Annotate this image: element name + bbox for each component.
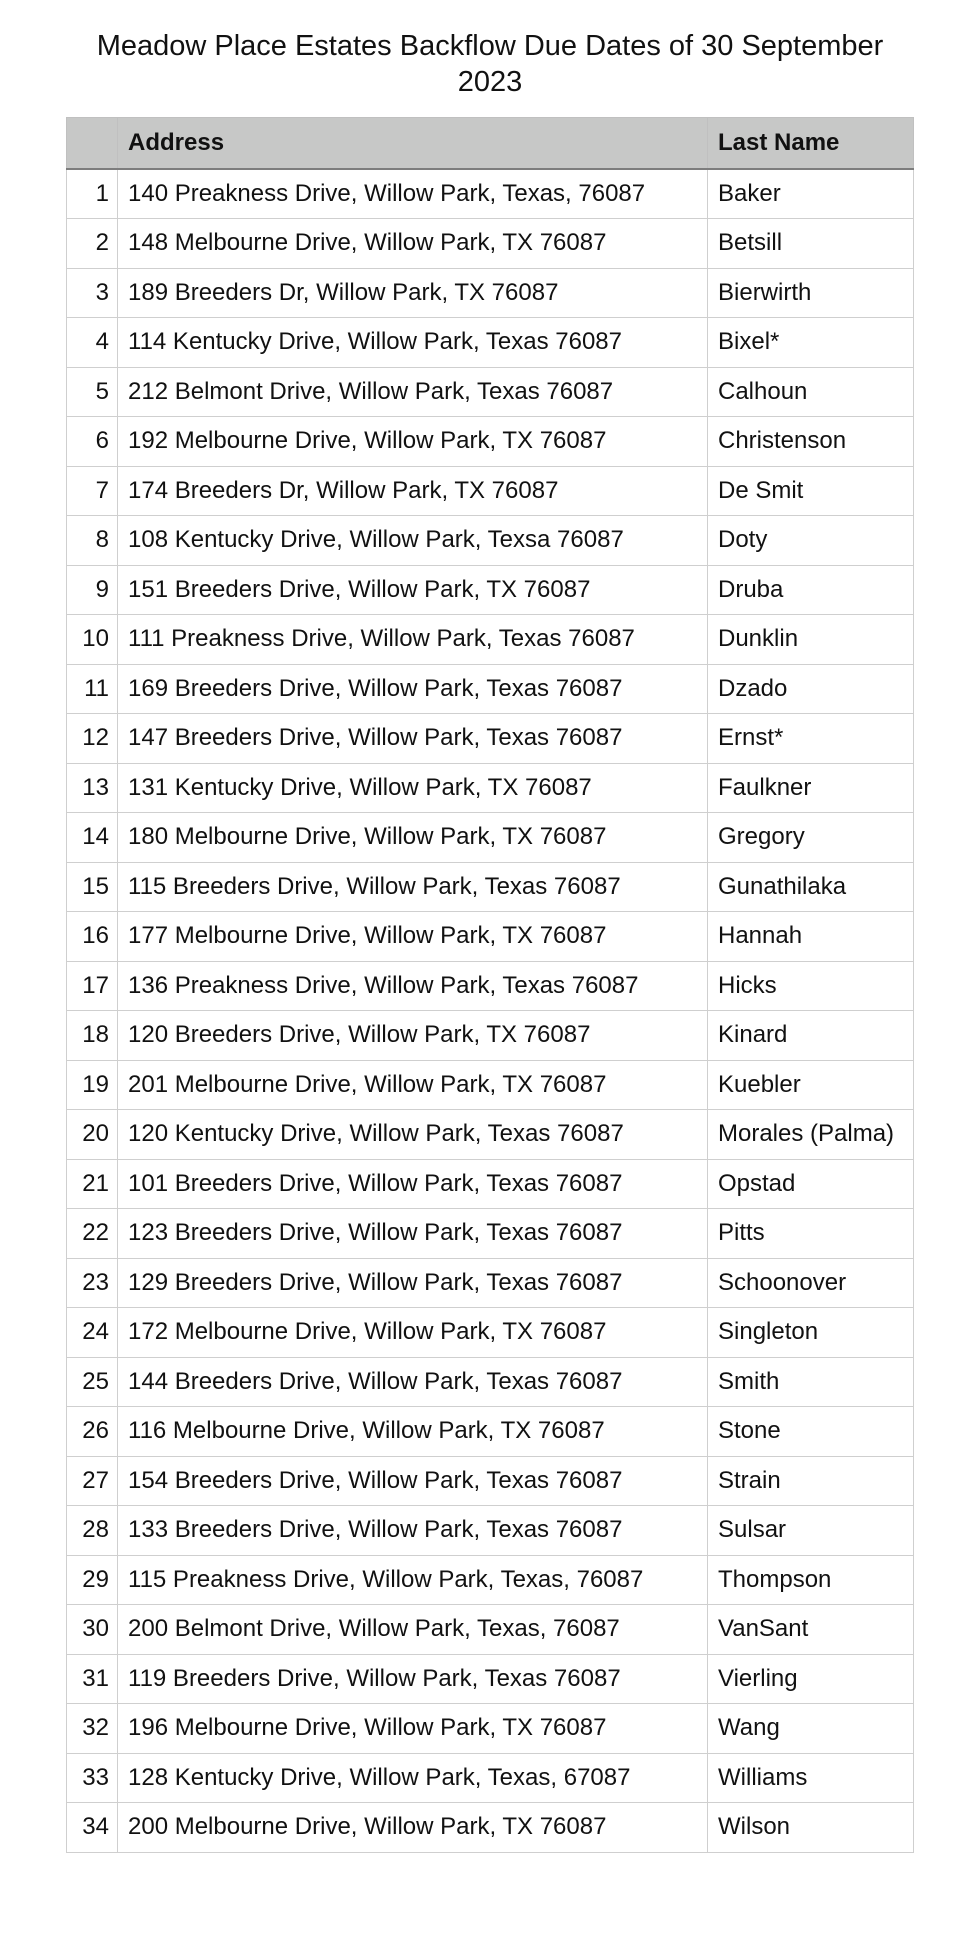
- row-number-cell: 15: [67, 862, 118, 912]
- last-name-cell: Morales (Palma): [708, 1110, 914, 1160]
- address-cell: 144 Breeders Drive, Willow Park, Texas 76087: [118, 1357, 708, 1407]
- table-row: [67, 516, 914, 566]
- address-cell: 115 Breeders Drive, Willow Park, Texas 76087: [118, 862, 708, 912]
- address-cell: 133 Breeders Drive, Willow Park, Texas 76087: [118, 1506, 708, 1556]
- table-row: [67, 1803, 914, 1853]
- row-number-cell: 17: [67, 961, 118, 1011]
- last-name-cell: Singleton: [708, 1308, 914, 1358]
- last-name-cell: Wilson: [708, 1803, 914, 1853]
- last-name-cell: Ernst*: [708, 714, 914, 764]
- table-row: [67, 318, 914, 368]
- row-number-cell: 4: [67, 318, 118, 368]
- row-number-cell: 30: [67, 1605, 118, 1655]
- last-name-cell: Strain: [708, 1456, 914, 1506]
- last-name-cell: Dzado: [708, 664, 914, 714]
- last-name-cell: Christenson: [708, 417, 914, 467]
- last-name-cell: Schoonover: [708, 1258, 914, 1308]
- address-cell: 212 Belmont Drive, Willow Park, Texas 76087: [118, 367, 708, 417]
- last-name-cell: Stone: [708, 1407, 914, 1457]
- column-header-address: Address: [118, 118, 708, 170]
- last-name-cell: VanSant: [708, 1605, 914, 1655]
- document-title-line-2: 2023: [457, 66, 523, 98]
- last-name-cell: Dunklin: [708, 615, 914, 665]
- row-number-cell: 24: [67, 1308, 118, 1358]
- table-row: [67, 367, 914, 417]
- last-name-cell: Gregory: [708, 813, 914, 863]
- table-row: [67, 1159, 914, 1209]
- address-cell: 131 Kentucky Drive, Willow Park, TX 76087: [118, 763, 708, 813]
- last-name-cell: Calhoun: [708, 367, 914, 417]
- column-header-last-name: Last Name: [708, 118, 914, 170]
- column-header-row-number: [67, 118, 118, 170]
- row-number-cell: 12: [67, 714, 118, 764]
- table-row: [67, 1555, 914, 1605]
- last-name-cell: De Smit: [708, 466, 914, 516]
- row-number-cell: 28: [67, 1506, 118, 1556]
- address-cell: 140 Preakness Drive, Willow Park, Texas, 76087: [118, 169, 708, 219]
- last-name-cell: Bixel*: [708, 318, 914, 368]
- table-row: [67, 268, 914, 318]
- table-row: [67, 1060, 914, 1110]
- address-cell: 123 Breeders Drive, Willow Park, Texas 76087: [118, 1209, 708, 1259]
- last-name-cell: Thompson: [708, 1555, 914, 1605]
- table-row: [67, 1011, 914, 1061]
- row-number-cell: 9: [67, 565, 118, 615]
- address-cell: 189 Breeders Dr, Willow Park, TX 76087: [118, 268, 708, 318]
- last-name-cell: Gunathilaka: [708, 862, 914, 912]
- row-number-cell: 19: [67, 1060, 118, 1110]
- table-row: [67, 615, 914, 665]
- row-number-cell: 18: [67, 1011, 118, 1061]
- last-name-cell: Hannah: [708, 912, 914, 962]
- row-number-cell: 13: [67, 763, 118, 813]
- last-name-cell: Faulkner: [708, 763, 914, 813]
- last-name-cell: Kuebler: [708, 1060, 914, 1110]
- last-name-cell: Smith: [708, 1357, 914, 1407]
- address-cell: 120 Breeders Drive, Willow Park, TX 76087: [118, 1011, 708, 1061]
- row-number-cell: 2: [67, 219, 118, 269]
- address-cell: 148 Melbourne Drive, Willow Park, TX 76087: [118, 219, 708, 269]
- last-name-cell: Baker: [708, 169, 914, 219]
- row-number-cell: 25: [67, 1357, 118, 1407]
- row-number-cell: 21: [67, 1159, 118, 1209]
- last-name-cell: Betsill: [708, 219, 914, 269]
- table-row: [67, 813, 914, 863]
- address-cell: 129 Breeders Drive, Willow Park, Texas 76087: [118, 1258, 708, 1308]
- address-cell: 147 Breeders Drive, Willow Park, Texas 76087: [118, 714, 708, 764]
- last-name-cell: Sulsar: [708, 1506, 914, 1556]
- table-row: [67, 763, 914, 813]
- table-row: [67, 1258, 914, 1308]
- row-number-cell: 20: [67, 1110, 118, 1160]
- table-row: [67, 1456, 914, 1506]
- last-name-cell: Kinard: [708, 1011, 914, 1061]
- table-row: [67, 1110, 914, 1160]
- address-cell: 119 Breeders Drive, Willow Park, Texas 76087: [118, 1654, 708, 1704]
- row-number-cell: 32: [67, 1704, 118, 1754]
- row-number-cell: 8: [67, 516, 118, 566]
- row-number-cell: 23: [67, 1258, 118, 1308]
- address-cell: 136 Preakness Drive, Willow Park, Texas 76087: [118, 961, 708, 1011]
- row-number-cell: 31: [67, 1654, 118, 1704]
- row-number-cell: 3: [67, 268, 118, 318]
- row-number-cell: 11: [67, 664, 118, 714]
- document-title: [60, 28, 920, 100]
- table-row: [67, 1704, 914, 1754]
- row-number-cell: 1: [67, 169, 118, 219]
- address-cell: 116 Melbourne Drive, Willow Park, TX 76087: [118, 1407, 708, 1457]
- row-number-cell: 7: [67, 466, 118, 516]
- last-name-cell: Bierwirth: [708, 268, 914, 318]
- row-number-cell: 10: [67, 615, 118, 665]
- last-name-cell: Druba: [708, 565, 914, 615]
- address-cell: 111 Preakness Drive, Willow Park, Texas 76087: [118, 615, 708, 665]
- address-cell: 172 Melbourne Drive, Willow Park, TX 76087: [118, 1308, 708, 1358]
- table-row: [67, 714, 914, 764]
- address-cell: 108 Kentucky Drive, Willow Park, Texsa 76087: [118, 516, 708, 566]
- address-cell: 115 Preakness Drive, Willow Park, Texas, 76087: [118, 1555, 708, 1605]
- last-name-cell: Vierling: [708, 1654, 914, 1704]
- table-header-row: [67, 118, 914, 170]
- last-name-cell: Williams: [708, 1753, 914, 1803]
- last-name-cell: Pitts: [708, 1209, 914, 1259]
- address-cell: 200 Melbourne Drive, Willow Park, TX 76087: [118, 1803, 708, 1853]
- last-name-cell: Wang: [708, 1704, 914, 1754]
- address-cell: 180 Melbourne Drive, Willow Park, TX 76087: [118, 813, 708, 863]
- table-row: [67, 1753, 914, 1803]
- table-row: [67, 1506, 914, 1556]
- address-cell: 114 Kentucky Drive, Willow Park, Texas 76087: [118, 318, 708, 368]
- last-name-cell: Hicks: [708, 961, 914, 1011]
- table-row: [67, 565, 914, 615]
- table-body: [67, 169, 914, 1852]
- row-number-cell: 27: [67, 1456, 118, 1506]
- address-cell: 128 Kentucky Drive, Willow Park, Texas, 67087: [118, 1753, 708, 1803]
- table-row: [67, 1407, 914, 1457]
- address-cell: 174 Breeders Dr, Willow Park, TX 76087: [118, 466, 708, 516]
- table-row: [67, 466, 914, 516]
- document-title-line-1: Meadow Place Estates Backflow Due Dates of 30 September: [96, 30, 884, 62]
- row-number-cell: 29: [67, 1555, 118, 1605]
- table-row: [67, 912, 914, 962]
- row-number-cell: 22: [67, 1209, 118, 1259]
- row-number-cell: 26: [67, 1407, 118, 1457]
- backflow-due-table: [66, 117, 914, 1853]
- row-number-cell: 6: [67, 417, 118, 467]
- address-cell: 201 Melbourne Drive, Willow Park, TX 76087: [118, 1060, 708, 1110]
- table-row: [67, 961, 914, 1011]
- row-number-cell: 33: [67, 1753, 118, 1803]
- row-number-cell: 16: [67, 912, 118, 962]
- address-cell: 151 Breeders Drive, Willow Park, TX 76087: [118, 565, 708, 615]
- table-row: [67, 169, 914, 219]
- address-cell: 169 Breeders Drive, Willow Park, Texas 76087: [118, 664, 708, 714]
- row-number-cell: 34: [67, 1803, 118, 1853]
- table-row: [67, 219, 914, 269]
- table-row: [67, 862, 914, 912]
- address-cell: 154 Breeders Drive, Willow Park, Texas 76087: [118, 1456, 708, 1506]
- table-row: [67, 1308, 914, 1358]
- address-cell: 200 Belmont Drive, Willow Park, Texas, 76087: [118, 1605, 708, 1655]
- row-number-cell: 5: [67, 367, 118, 417]
- table-row: [67, 1357, 914, 1407]
- address-cell: 192 Melbourne Drive, Willow Park, TX 76087: [118, 417, 708, 467]
- table-row: [67, 1654, 914, 1704]
- table-row: [67, 664, 914, 714]
- address-cell: 101 Breeders Drive, Willow Park, Texas 76087: [118, 1159, 708, 1209]
- table-row: [67, 1605, 914, 1655]
- address-cell: 120 Kentucky Drive, Willow Park, Texas 76087: [118, 1110, 708, 1160]
- address-cell: 196 Melbourne Drive, Willow Park, TX 76087: [118, 1704, 708, 1754]
- last-name-cell: Doty: [708, 516, 914, 566]
- row-number-cell: 14: [67, 813, 118, 863]
- address-cell: 177 Melbourne Drive, Willow Park, TX 76087: [118, 912, 708, 962]
- table-row: [67, 417, 914, 467]
- table-row: [67, 1209, 914, 1259]
- last-name-cell: Opstad: [708, 1159, 914, 1209]
